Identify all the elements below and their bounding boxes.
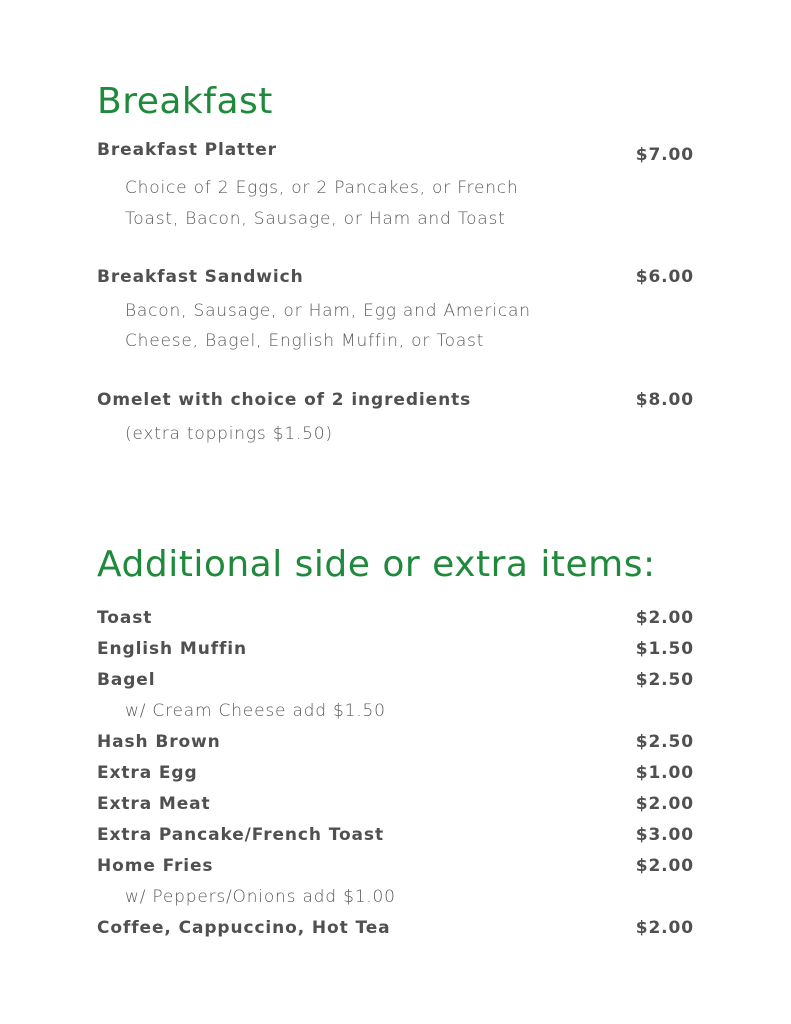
side-item-name: Extra Egg	[97, 763, 198, 783]
breakfast-heading: Breakfast	[97, 81, 273, 122]
side-item-price: $2.00	[635, 794, 694, 814]
side-item-note: w/ Cream Cheese add $1.50	[125, 701, 386, 721]
side-item-name: English Muffin	[97, 639, 248, 659]
side-item-price: $1.50	[635, 639, 694, 659]
menu-item-description: Bacon, Sausage, or Ham, Egg and American	[125, 301, 531, 321]
menu-item-description: Toast, Bacon, Sausage, or Ham and Toast	[125, 209, 506, 229]
side-item-price: $3.00	[635, 825, 694, 845]
menu-item-price: $6.00	[635, 267, 694, 287]
side-item-price: $2.50	[635, 732, 694, 752]
side-item-note: w/ Peppers/Onions add $1.00	[125, 887, 396, 907]
menu-item-description: (extra toppings $1.50)	[125, 424, 333, 444]
sides-heading: Additional side or extra items:	[97, 544, 656, 585]
side-item-name: Hash Brown	[97, 732, 221, 752]
side-item-price: $2.00	[635, 856, 694, 876]
side-item-name: Home Fries	[97, 856, 214, 876]
side-item-price: $2.00	[635, 918, 694, 938]
menu-item-name: Omelet with choice of 2 ingredients	[97, 390, 472, 410]
side-item-price: $2.50	[635, 670, 694, 690]
side-item-price: $1.00	[635, 763, 694, 783]
side-item-name: Bagel	[97, 670, 156, 690]
side-item-price: $2.00	[635, 608, 694, 628]
menu-item-description: Choice of 2 Eggs, or 2 Pancakes, or French	[125, 178, 519, 198]
menu-item-name: Breakfast Sandwich	[97, 267, 304, 287]
menu-item-price: $7.00	[635, 145, 694, 165]
side-item-name: Extra Meat	[97, 794, 211, 814]
menu-item-description: Cheese, Bagel, English Muffin, or Toast	[125, 331, 485, 351]
menu-item-name: Breakfast Platter	[97, 140, 277, 160]
side-item-name: Extra Pancake/French Toast	[97, 825, 384, 845]
side-item-name: Toast	[97, 608, 153, 628]
side-item-name: Coffee, Cappuccino, Hot Tea	[97, 918, 391, 938]
menu-item-price: $8.00	[635, 390, 694, 410]
